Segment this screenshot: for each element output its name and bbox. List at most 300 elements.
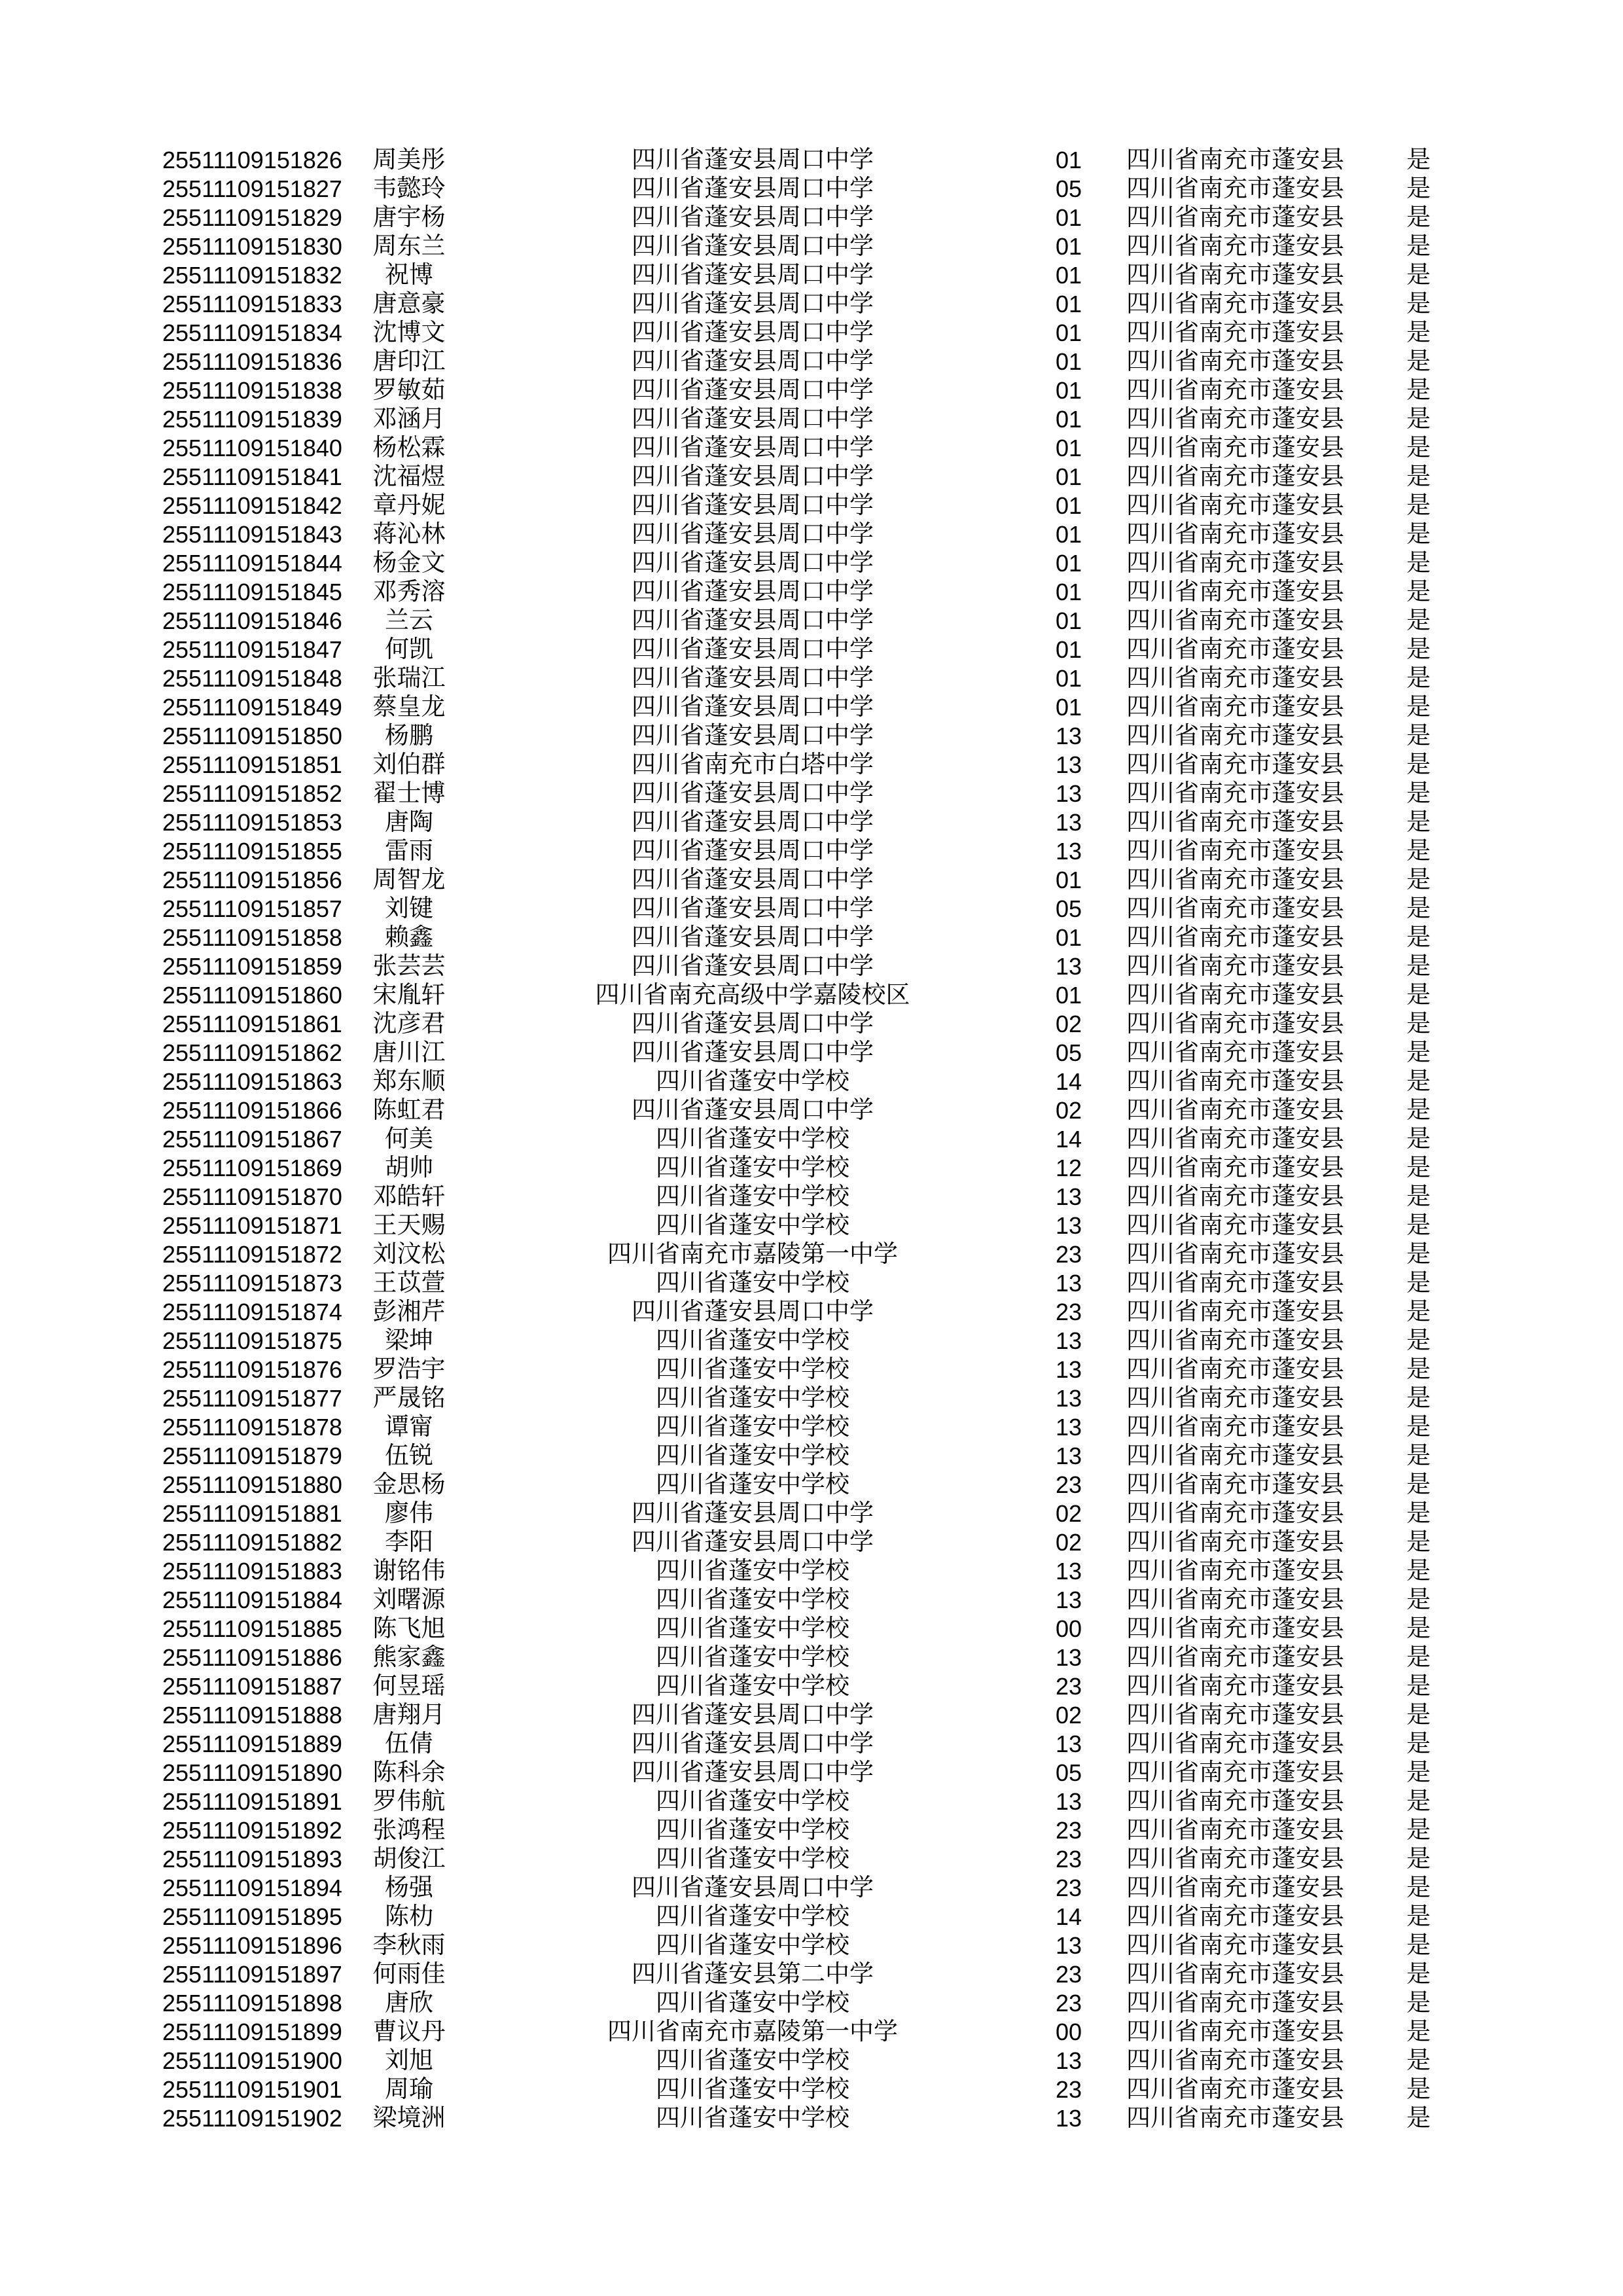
candidate-name: 沈福煜 [372, 463, 446, 490]
candidate-id: 25511109151899 [162, 2018, 342, 2045]
district-name: 四川省南充市蓬安县 [1126, 1414, 1344, 1441]
class-code: 02 [1055, 1702, 1082, 1729]
candidate-id: 25511109151846 [162, 607, 342, 634]
candidate-id: 25511109151883 [162, 1558, 342, 1585]
table-row [0, 1672, 1623, 1701]
district-name: 四川省南充市蓬安县 [1126, 1644, 1344, 1671]
school-name: 四川省蓬安县周口中学 [632, 953, 874, 980]
district-name: 四川省南充市蓬安县 [1126, 751, 1344, 778]
candidate-id: 25511109151873 [162, 1270, 342, 1297]
confirm-flag: 是 [1406, 435, 1431, 461]
confirm-flag: 是 [1406, 1471, 1431, 1498]
confirm-flag: 是 [1406, 550, 1431, 577]
district-name: 四川省南充市蓬安县 [1126, 579, 1344, 605]
candidate-name: 何雨佳 [372, 1961, 446, 1988]
school-name: 四川省蓬安中学校 [656, 1068, 849, 1095]
confirm-flag: 是 [1406, 895, 1431, 922]
candidate-name: 陈科余 [372, 1759, 446, 1786]
candidate-name: 张鸿程 [372, 1817, 446, 1844]
table-row [0, 1903, 1623, 1931]
school-name: 四川省蓬安县周口中学 [632, 723, 874, 749]
confirm-flag: 是 [1406, 2105, 1431, 2132]
class-code: 01 [1055, 579, 1082, 605]
district-name: 四川省南充市蓬安县 [1126, 924, 1344, 951]
candidate-id: 25511109151876 [162, 1356, 342, 1383]
class-code: 05 [1055, 175, 1082, 202]
class-code: 13 [1055, 1731, 1082, 1757]
table-row [0, 1269, 1623, 1298]
class-code: 01 [1055, 291, 1082, 317]
district-name: 四川省南充市蓬安县 [1126, 1673, 1344, 1700]
table-row [0, 549, 1623, 578]
district-name: 四川省南充市蓬安县 [1126, 953, 1344, 980]
class-code: 01 [1055, 233, 1082, 260]
district-name: 四川省南充市蓬安县 [1126, 1327, 1344, 1354]
candidate-id: 25511109151861 [162, 1011, 342, 1037]
class-code: 01 [1055, 665, 1082, 692]
candidate-id: 25511109151884 [162, 1587, 342, 1613]
table-row [0, 1471, 1623, 1499]
class-code: 23 [1055, 1990, 1082, 2017]
class-code: 02 [1055, 1011, 1082, 1037]
class-code: 01 [1055, 982, 1082, 1009]
confirm-flag: 是 [1406, 924, 1431, 951]
table-row [0, 232, 1623, 261]
district-name: 四川省南充市蓬安县 [1126, 1961, 1344, 1988]
table-row [0, 808, 1623, 837]
class-code: 01 [1055, 924, 1082, 951]
table-row [0, 924, 1623, 952]
class-code: 14 [1055, 1068, 1082, 1095]
confirm-flag: 是 [1406, 1702, 1431, 1729]
table-row [0, 405, 1623, 434]
candidate-name: 廖伟 [385, 1500, 433, 1527]
candidate-id: 25511109151879 [162, 1443, 342, 1469]
class-code: 02 [1055, 1097, 1082, 1124]
district-name: 四川省南充市蓬安县 [1126, 780, 1344, 807]
candidate-name: 张瑞江 [372, 665, 446, 692]
class-code: 01 [1055, 607, 1082, 634]
district-name: 四川省南充市蓬安县 [1126, 1126, 1344, 1153]
confirm-flag: 是 [1406, 1558, 1431, 1585]
candidate-id: 25511109151836 [162, 348, 342, 375]
class-code: 01 [1055, 147, 1082, 173]
confirm-flag: 是 [1406, 348, 1431, 375]
candidate-id: 25511109151866 [162, 1097, 342, 1124]
school-name: 四川省蓬安中学校 [656, 1356, 849, 1383]
table-row [0, 751, 1623, 780]
confirm-flag: 是 [1406, 406, 1431, 433]
confirm-flag: 是 [1406, 1874, 1431, 1901]
class-code: 02 [1055, 1529, 1082, 1556]
table-row [0, 376, 1623, 405]
candidate-name: 杨鹏 [385, 723, 433, 749]
candidate-name: 何昱瑶 [372, 1673, 446, 1700]
confirm-flag: 是 [1406, 1788, 1431, 1815]
candidate-name: 刘汶松 [372, 1241, 446, 1268]
candidate-id: 25511109151862 [162, 1039, 342, 1066]
district-name: 四川省南充市蓬安县 [1126, 1788, 1344, 1815]
candidate-id: 25511109151855 [162, 838, 342, 865]
candidate-id: 25511109151842 [162, 492, 342, 519]
district-name: 四川省南充市蓬安县 [1126, 1385, 1344, 1412]
school-name: 四川省蓬安县周口中学 [632, 1874, 874, 1901]
confirm-flag: 是 [1406, 1126, 1431, 1153]
district-name: 四川省南充市蓬安县 [1126, 1759, 1344, 1786]
candidate-id: 25511109151874 [162, 1299, 342, 1325]
table-row [0, 837, 1623, 866]
confirm-flag: 是 [1406, 1212, 1431, 1239]
table-row [0, 1989, 1623, 2018]
district-name: 四川省南充市蓬安县 [1126, 1471, 1344, 1498]
school-name: 四川省蓬安县周口中学 [632, 1299, 874, 1325]
confirm-flag: 是 [1406, 1299, 1431, 1325]
district-name: 四川省南充市蓬安县 [1126, 1270, 1344, 1297]
table-row [0, 1010, 1623, 1039]
table-row [0, 1528, 1623, 1557]
candidate-id: 25511109151894 [162, 1874, 342, 1901]
confirm-flag: 是 [1406, 1759, 1431, 1786]
table-row [0, 981, 1623, 1010]
district-name: 四川省南充市蓬安县 [1126, 435, 1344, 461]
table-row [0, 463, 1623, 492]
confirm-flag: 是 [1406, 809, 1431, 836]
district-name: 四川省南充市蓬安县 [1126, 2076, 1344, 2103]
candidate-name: 杨强 [385, 1874, 433, 1901]
class-code: 13 [1055, 1644, 1082, 1671]
school-name: 四川省蓬安县周口中学 [632, 319, 874, 346]
candidate-name: 唐欣 [385, 1990, 433, 2017]
candidate-id: 25511109151896 [162, 1932, 342, 1959]
district-name: 四川省南充市蓬安县 [1126, 233, 1344, 260]
class-code: 13 [1055, 1385, 1082, 1412]
candidate-id: 25511109151827 [162, 175, 342, 202]
class-code: 00 [1055, 1615, 1082, 1642]
school-name: 四川省蓬安县周口中学 [632, 492, 874, 519]
candidate-name: 陈飞旭 [372, 1615, 446, 1642]
candidate-name: 陈朸 [385, 1903, 433, 1930]
confirm-flag: 是 [1406, 780, 1431, 807]
confirm-flag: 是 [1406, 262, 1431, 289]
confirm-flag: 是 [1406, 1385, 1431, 1412]
district-name: 四川省南充市蓬安县 [1126, 1155, 1344, 1181]
school-name: 四川省蓬安县周口中学 [632, 204, 874, 231]
class-code: 01 [1055, 348, 1082, 375]
school-name: 四川省蓬安县周口中学 [632, 780, 874, 807]
district-name: 四川省南充市蓬安县 [1126, 550, 1344, 577]
confirm-flag: 是 [1406, 1990, 1431, 2017]
confirm-flag: 是 [1406, 751, 1431, 778]
school-name: 四川省蓬安县周口中学 [632, 579, 874, 605]
confirm-flag: 是 [1406, 147, 1431, 173]
candidate-name: 杨松霖 [372, 435, 446, 461]
candidate-id: 25511109151860 [162, 982, 342, 1009]
district-name: 四川省南充市蓬安县 [1126, 723, 1344, 749]
candidate-id: 25511109151890 [162, 1759, 342, 1786]
district-name: 四川省南充市蓬安县 [1126, 809, 1344, 836]
candidate-name: 周东兰 [372, 233, 446, 260]
class-code: 01 [1055, 435, 1082, 461]
candidate-name: 罗敏茹 [372, 377, 446, 404]
district-name: 四川省南充市蓬安县 [1126, 636, 1344, 663]
candidate-name: 刘旭 [385, 2047, 433, 2074]
confirm-flag: 是 [1406, 1673, 1431, 1700]
class-code: 01 [1055, 319, 1082, 346]
district-name: 四川省南充市蓬安县 [1126, 175, 1344, 202]
table-row [0, 319, 1623, 348]
school-name: 四川省蓬安县周口中学 [632, 406, 874, 433]
confirm-flag: 是 [1406, 1443, 1431, 1469]
district-name: 四川省南充市蓬安县 [1126, 1817, 1344, 1844]
district-name: 四川省南充市蓬安县 [1126, 521, 1344, 548]
candidate-id: 25511109151878 [162, 1414, 342, 1441]
school-name: 四川省蓬安中学校 [656, 1558, 849, 1585]
district-name: 四川省南充市蓬安县 [1126, 867, 1344, 893]
confirm-flag: 是 [1406, 1615, 1431, 1642]
candidate-name: 邓皓轩 [372, 1183, 446, 1210]
class-code: 13 [1055, 1327, 1082, 1354]
table-row [0, 1384, 1623, 1413]
class-code: 13 [1055, 751, 1082, 778]
table-row [0, 722, 1623, 751]
school-name: 四川省蓬安中学校 [656, 1990, 849, 2017]
school-name: 四川省蓬安中学校 [656, 1673, 849, 1700]
district-name: 四川省南充市蓬安县 [1126, 1587, 1344, 1613]
school-name: 四川省蓬安县周口中学 [632, 435, 874, 461]
candidate-name: 唐宇杨 [372, 204, 446, 231]
table-row [0, 2018, 1623, 2047]
school-name: 四川省蓬安县周口中学 [632, 838, 874, 865]
school-name: 四川省蓬安县周口中学 [632, 607, 874, 634]
class-code: 13 [1055, 1788, 1082, 1815]
class-code: 00 [1055, 2018, 1082, 2045]
confirm-flag: 是 [1406, 1587, 1431, 1613]
candidate-id: 25511109151840 [162, 435, 342, 461]
candidate-name: 王天赐 [372, 1212, 446, 1239]
school-name: 四川省蓬安县周口中学 [632, 348, 874, 375]
school-name: 四川省蓬安中学校 [656, 1270, 849, 1297]
table-row [0, 693, 1623, 722]
school-name: 四川省蓬安中学校 [656, 1183, 849, 1210]
candidate-id: 25511109151844 [162, 550, 342, 577]
candidate-name: 赖鑫 [385, 924, 433, 951]
confirm-flag: 是 [1406, 1414, 1431, 1441]
class-code: 23 [1055, 1874, 1082, 1901]
table-row [0, 664, 1623, 693]
school-name: 四川省蓬安县周口中学 [632, 147, 874, 173]
district-name: 四川省南充市蓬安县 [1126, 2047, 1344, 2074]
confirm-flag: 是 [1406, 319, 1431, 346]
district-name: 四川省南充市蓬安县 [1126, 291, 1344, 317]
confirm-flag: 是 [1406, 233, 1431, 260]
school-name: 四川省蓬安中学校 [656, 2047, 849, 2074]
table-row [0, 1298, 1623, 1327]
confirm-flag: 是 [1406, 1039, 1431, 1066]
school-name: 四川省蓬安县周口中学 [632, 867, 874, 893]
confirm-flag: 是 [1406, 521, 1431, 548]
confirm-flag: 是 [1406, 377, 1431, 404]
school-name: 四川省蓬安县周口中学 [632, 694, 874, 721]
confirm-flag: 是 [1406, 291, 1431, 317]
table-row [0, 1183, 1623, 1211]
district-name: 四川省南充市蓬安县 [1126, 838, 1344, 865]
district-name: 四川省南充市蓬安县 [1126, 1500, 1344, 1527]
confirm-flag: 是 [1406, 1961, 1431, 1988]
school-name: 四川省蓬安县周口中学 [632, 175, 874, 202]
district-name: 四川省南充市蓬安县 [1126, 694, 1344, 721]
confirm-flag: 是 [1406, 1500, 1431, 1527]
confirm-flag: 是 [1406, 2047, 1431, 2074]
candidate-name: 唐意豪 [372, 291, 446, 317]
candidate-name: 何凯 [385, 636, 433, 663]
school-name: 四川省蓬安县周口中学 [632, 1731, 874, 1757]
candidate-name: 唐陶 [385, 809, 433, 836]
candidate-name: 刘伯群 [372, 751, 446, 778]
district-name: 四川省南充市蓬安县 [1126, 982, 1344, 1009]
table-row [0, 1096, 1623, 1125]
table-row [0, 1874, 1623, 1903]
candidate-id: 25511109151891 [162, 1788, 342, 1815]
candidate-name: 蔡皇龙 [372, 694, 446, 721]
table-row [0, 146, 1623, 175]
class-code: 01 [1055, 463, 1082, 490]
school-name: 四川省蓬安县周口中学 [632, 636, 874, 663]
district-name: 四川省南充市蓬安县 [1126, 895, 1344, 922]
class-code: 05 [1055, 1039, 1082, 1066]
confirm-flag: 是 [1406, 636, 1431, 663]
table-row [0, 2075, 1623, 2104]
table-row [0, 1730, 1623, 1759]
school-name: 四川省蓬安县周口中学 [632, 1011, 874, 1037]
table-row [0, 1557, 1623, 1586]
candidate-name: 邓涵月 [372, 406, 446, 433]
confirm-flag: 是 [1406, 838, 1431, 865]
confirm-flag: 是 [1406, 723, 1431, 749]
district-name: 四川省南充市蓬安县 [1126, 2018, 1344, 2045]
table-row [0, 1039, 1623, 1067]
class-code: 02 [1055, 1500, 1082, 1527]
candidate-name: 张芸芸 [372, 953, 446, 980]
table-row [0, 290, 1623, 319]
confirm-flag: 是 [1406, 1155, 1431, 1181]
district-name: 四川省南充市蓬安县 [1126, 492, 1344, 519]
candidate-name: 胡俊江 [372, 1846, 446, 1873]
class-code: 23 [1055, 1241, 1082, 1268]
confirm-flag: 是 [1406, 2076, 1431, 2103]
candidate-name: 雷雨 [385, 838, 433, 865]
district-name: 四川省南充市蓬安县 [1126, 1443, 1344, 1469]
school-name: 四川省蓬安县周口中学 [632, 521, 874, 548]
candidate-name: 章丹妮 [372, 492, 446, 519]
district-name: 四川省南充市蓬安县 [1126, 1068, 1344, 1095]
table-row [0, 1615, 1623, 1643]
school-name: 四川省蓬安县周口中学 [632, 665, 874, 692]
table-row [0, 1787, 1623, 1816]
candidate-name: 唐印江 [372, 348, 446, 375]
candidate-name: 唐川江 [372, 1039, 446, 1066]
school-name: 四川省蓬安县周口中学 [632, 262, 874, 289]
table-row [0, 607, 1623, 636]
confirm-flag: 是 [1406, 1183, 1431, 1210]
candidate-id: 25511109151839 [162, 406, 342, 433]
school-name: 四川省蓬安县周口中学 [632, 1759, 874, 1786]
candidate-id: 25511109151897 [162, 1961, 342, 1988]
candidate-name: 唐翔月 [372, 1702, 446, 1729]
school-name: 四川省蓬安中学校 [656, 1155, 849, 1181]
confirm-flag: 是 [1406, 982, 1431, 1009]
candidate-name: 沈博文 [372, 319, 446, 346]
class-code: 13 [1055, 2047, 1082, 2074]
district-name: 四川省南充市蓬安县 [1126, 1241, 1344, 1268]
candidate-name: 曹议丹 [372, 2018, 446, 2045]
class-code: 01 [1055, 636, 1082, 663]
candidate-name: 罗浩宇 [372, 1356, 446, 1383]
table-row [0, 492, 1623, 520]
candidate-name: 兰云 [385, 607, 433, 634]
district-name: 四川省南充市蓬安县 [1126, 1529, 1344, 1556]
confirm-flag: 是 [1406, 1846, 1431, 1873]
confirm-flag: 是 [1406, 1011, 1431, 1037]
class-code: 13 [1055, 953, 1082, 980]
table-row [0, 1960, 1623, 1989]
class-code: 01 [1055, 406, 1082, 433]
school-name: 四川省蓬安中学校 [656, 1327, 849, 1354]
class-code: 13 [1055, 2105, 1082, 2132]
confirm-flag: 是 [1406, 953, 1431, 980]
candidate-id: 25511109151856 [162, 867, 342, 893]
district-name: 四川省南充市蓬安县 [1126, 1990, 1344, 2017]
table-row [0, 1211, 1623, 1240]
class-code: 13 [1055, 1932, 1082, 1959]
school-name: 四川省蓬安中学校 [656, 1385, 849, 1412]
candidate-id: 25511109151892 [162, 1817, 342, 1844]
candidate-name: 谭甯 [385, 1414, 433, 1441]
school-name: 四川省蓬安中学校 [656, 1644, 849, 1671]
school-name: 四川省蓬安中学校 [656, 2076, 849, 2103]
candidate-name: 胡帅 [385, 1155, 433, 1181]
class-code: 13 [1055, 1356, 1082, 1383]
district-name: 四川省南充市蓬安县 [1126, 1011, 1344, 1037]
confirm-flag: 是 [1406, 694, 1431, 721]
candidate-id: 25511109151887 [162, 1673, 342, 1700]
candidate-name: 韦懿玲 [372, 175, 446, 202]
class-code: 23 [1055, 1817, 1082, 1844]
school-name: 四川省蓬安中学校 [656, 1126, 849, 1153]
district-name: 四川省南充市蓬安县 [1126, 1183, 1344, 1210]
district-name: 四川省南充市蓬安县 [1126, 1731, 1344, 1757]
class-code: 13 [1055, 1558, 1082, 1585]
district-name: 四川省南充市蓬安县 [1126, 1874, 1344, 1901]
table-row [0, 578, 1623, 607]
confirm-flag: 是 [1406, 2018, 1431, 2045]
candidate-name: 谢铭伟 [372, 1558, 446, 1585]
candidate-name: 周瑜 [385, 2076, 433, 2103]
district-name: 四川省南充市蓬安县 [1126, 1558, 1344, 1585]
confirm-flag: 是 [1406, 492, 1431, 519]
candidate-id: 25511109151863 [162, 1068, 342, 1095]
class-code: 01 [1055, 377, 1082, 404]
candidate-id: 25511109151871 [162, 1212, 342, 1239]
table-row [0, 1327, 1623, 1355]
table-row [0, 1240, 1623, 1269]
class-code: 13 [1055, 809, 1082, 836]
confirm-flag: 是 [1406, 1529, 1431, 1556]
table-row [0, 2047, 1623, 2075]
district-name: 四川省南充市蓬安县 [1126, 607, 1344, 634]
candidate-name: 李秋雨 [372, 1932, 446, 1959]
school-name: 四川省蓬安中学校 [656, 1817, 849, 1844]
district-name: 四川省南充市蓬安县 [1126, 1932, 1344, 1959]
